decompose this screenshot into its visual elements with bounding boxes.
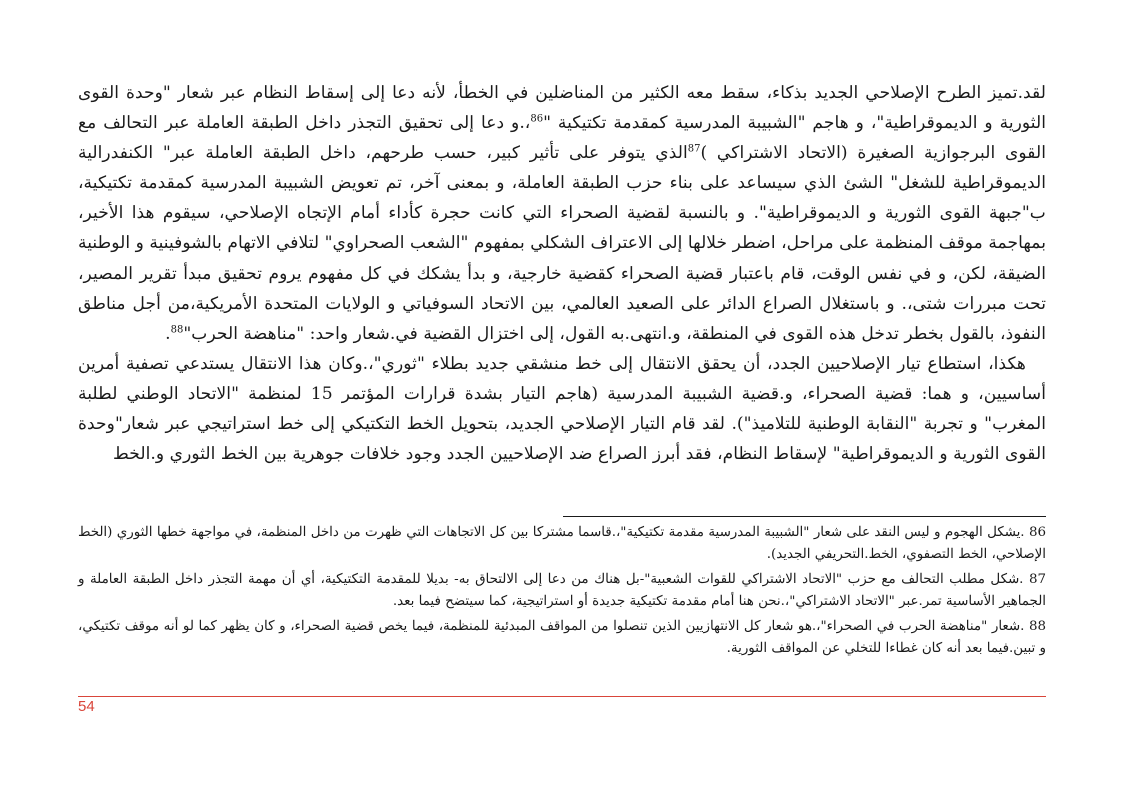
page-number: 54: [78, 698, 95, 715]
footnote-ref-88[interactable]: 88: [170, 324, 184, 336]
main-text: [78, 78, 1046, 469]
paragraph-1-text-b: ،.و دعا إلى تحقيق التجذر داخل الطبقة العاملة عبر التحالف مع القوى البرجوازية الصغيرة (الاتحاد الاشتراكي ): [78, 113, 1047, 164]
footnote-87: 87 .شكل مطلب التحالف مع حزب "الاتحاد الاشتراكي للقوات الشعبية"-بل هناك من دعا إلى الالتحاق به- بديلا للمقدمة التكتيكية، أي أن مهمة التجذر داخل الطبقة العاملة و الجماهير الأساسية تمر.عبر "الاتحاد الاشتراكي"،.نحن هنا أمام مقدمة تكتيكية جديدة أو استراتيجية، كما سيتضح فيما بعد.: [78, 572, 1046, 609]
page-bottom-rule: [78, 696, 1046, 697]
footnote-ref-86[interactable]: 86: [530, 113, 544, 125]
paragraph-2: هكذا، استطاع تيار الإصلاحيين الجدد، أن يحقق الانتقال إلى خط منشقي جديد بطلاء "ثوري"،.وكان هذا الانتقال يستدعي تصفية أمرين أساسيين، و هما: قضية الصحراء، و.قضية الشبيبة المدرسية (هاجم التيار بشدة قرارات المؤتمر 15 لمنظمة "الاتحاد الوطني لطلبة المغرب" و تجربة "النقابة الوطنية للتلاميذ"). لقد قام التيار الإصلاحي الجديد، بتحويل الخط التكتيكي إلى خط استراتيجي عبر شعار"وحدة القوى الثورية و الديموقراطية" لإسقاط النظام، فقد أبرز الصراع ضد الإصلاحيين الجدد وجود خلافات جوهرية بين الخط الثوري و.الخط: [78, 353, 1046, 465]
footnote-88: 88 .شعار "مناهضة الحرب في الصحراء"،.هو شعار كل الانتهازيين الذين تنصلوا من المواقف المبدئية للمنظمة، فيما يخص قضية الصحراء، و كان يظهر كما لو أنه موقف تكتيكي، و تبين.فيما بعد أنه كان غطاءا للتخلي عن المواقف الثورية.: [78, 619, 1046, 656]
paragraph-1-text-c: الذي يتوفر على تأثير كبير، حسب طرحهم، داخل الطبقة العاملة عبر" الكنفدرالية الديموقراطية للشغل" الشئ الذي سيساعد على بناء حزب الطبقة العاملة، و بمعنى آخر، تم تعويض الشبيبة المدرسية كمقدمة تكتيكية، ب"جبهة القوى الثورية و الديموقراطية". و بالنسبة لقضية الصحراء التي كانت حجرة كأداء أمام الإتجاه الإصلاحي، سيقوم هذا الأخير، بمهاجمة موقف المنظمة على مراحل، اضطر خلالها إلى الاعتراف الشكلي بمفهوم "الشعب الصحراوي" لتلافي الاتهام بالشوفينية و الوطنية الضيقة، لكن، و في نفس الوقت، قام باعتبار قضية الصحراء كقضية خارجية، و بدأ يشكك في كل مفهوم يروم تحقيق مبدأ تقرير المصير، تحت مبررات شتى،. و باستغلال الصراع الدائر على الصعيد العالمي، بين الاتحاد السوفياتي و الولايات المتحدة الأمريكية،من أجل مناطق النفوذ، بالقول بخطر تدخل هذه القوى في المنطقة، و.انتهى.به القول، إلى اختزال القضية في.شعار واحد: "مناهضة الحرب": [78, 143, 1046, 344]
paragraph-1-text-a: لقد.تميز الطرح الإصلاحي الجديد بذكاء، سقط معه الكثير من المناضلين في الخطأ، لأنه دعا إلى إسقاط النظام عبر شعار "وحدة القوى الثورية و الديموقراطية"، و هاجم "الشبيبة المدرسية كمقدمة تكتيكية ": [78, 83, 1046, 134]
footnote-separator: [563, 516, 1046, 517]
footnote-ref-87[interactable]: 87: [687, 143, 701, 155]
paragraph-1-text-d: .: [165, 323, 171, 344]
paragraph-1: [78, 78, 1046, 349]
footnotes: [78, 522, 1046, 663]
footnote-86: 86 .يشكل الهجوم و ليس النقد على شعار "الشبيبة المدرسية مقدمة تكتيكية"،.قاسما مشتركا بين كل الاتجاهات التي ظهرت من داخل المنظمة، في مواجهة خطها الثوري (الخط الإصلاحي، الخط التصفوي، الخط.التحريفي الجديد).: [78, 525, 1046, 562]
